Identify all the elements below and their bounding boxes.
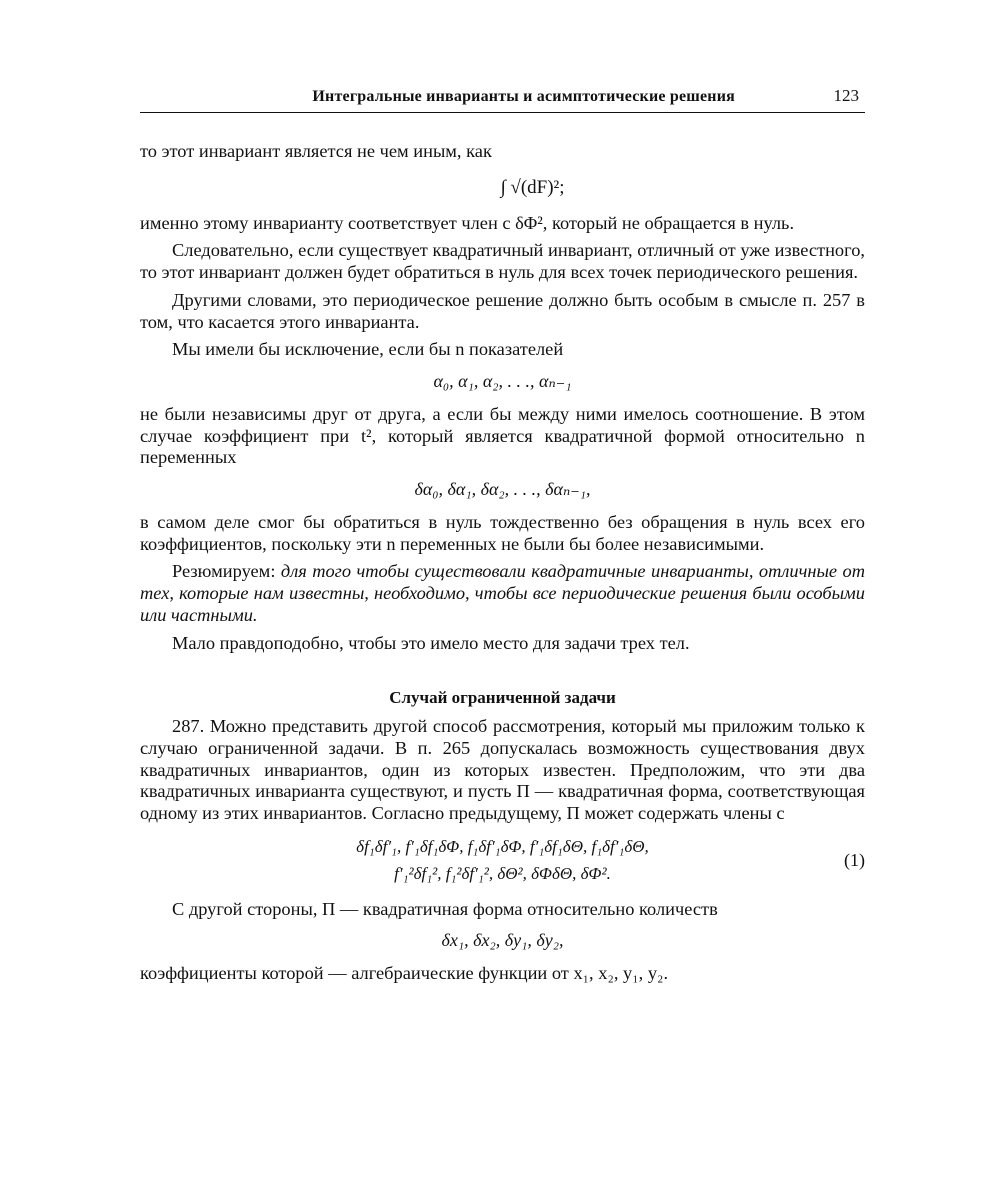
formula-variables: δx₁, δx₂, δy₁, δy₂, — [441, 930, 564, 951]
page — [140, 86, 865, 985]
paragraph-8-lead: Резюмируем: — [172, 561, 281, 582]
equation-1-number: (1) — [844, 849, 865, 870]
equation-1 — [140, 833, 865, 887]
running-header — [140, 86, 865, 113]
paragraph-4: Другими словами, это периодическое решение должно быть особым в смысле п. 257 в том, что касается этого инварианта. — [140, 289, 865, 332]
formula-delta-alphas: δα₀, δα₁, δα₂, . . ., δαₙ₋₁, — [414, 479, 591, 500]
paragraph-6: не были независимы друг от друга, а если бы между ними имелось соотношение. В этом случае коэффициент при t², который является квадратичной формой относительно n переменных — [140, 403, 865, 468]
paragraph-1: то этот инвариант является не чем иным, как — [140, 141, 492, 161]
formula-alphas: α₀, α₁, α₂, . . ., αₙ₋₁ — [433, 370, 572, 391]
header-title: Интегральные инварианты и асимптотические решения — [312, 88, 735, 105]
page-number: 123 — [833, 86, 859, 105]
paragraph-8-italic: для того чтобы существовали квадратичные инварианты, отличные от тех, которые нам известны, необходимо, чтобы все периодические решения были особыми или частными. — [140, 561, 866, 625]
paragraph-11: С другой стороны, Π — квадратичная форма относительно количеств — [172, 898, 718, 919]
paragraph-2: именно этому инварианту соответствует член с δΦ², который не обращается в нуль. — [140, 212, 795, 233]
equation-1-line-1: δf₁δf′₁, f′₁δf₁δΦ, f₁δf′₁δΦ, f′₁δf₁δΘ, f₁δf′₁δΘ, — [356, 836, 649, 856]
paragraph-5: Мы имели бы исключение, если бы n показателей — [172, 339, 564, 360]
paragraph-9: Мало правдоподобно, чтобы это имело место для задачи трех тел. — [172, 632, 690, 653]
paragraph-7: в самом деле смог бы обратиться в нуль тождественно без обращения в нуль всех его коэффициентов, поскольку эти n переменных не были бы более независимыми. — [140, 512, 865, 554]
paragraph-8 — [140, 561, 865, 626]
section-title: Случай ограниченной задачи — [389, 688, 616, 708]
equation-1-line-2: f′₁²δf₁², f₁²δf′₁², δΘ², δΦδΘ, δΦ². — [394, 863, 611, 883]
paragraph-10: 287. Можно представить другой способ рассмотрения, который мы приложим только к случаю ограниченной задачи. В п. 265 допускалась возможность существования двух квадратичных инвариантов, один из которых известен. Предположим, что эти два квадратичных инварианта существуют, и пусть Π — квадратичная форма, соответствующая одному из этих инвариантов. Согласно предыдущему, Π может содержать члены с — [140, 716, 865, 824]
paragraph-3: Следовательно, если существует квадратичный инвариант, отличный от уже известного, то этот инвариант должен будет обратиться в нуль для всех точек периодического решения. — [140, 240, 865, 283]
formula-integral: ∫ √(dF)²; — [500, 176, 565, 198]
paragraph-12: коэффициенты которой — алгебраические функции от x₁, x₂, y₁, y₂. — [140, 963, 669, 984]
